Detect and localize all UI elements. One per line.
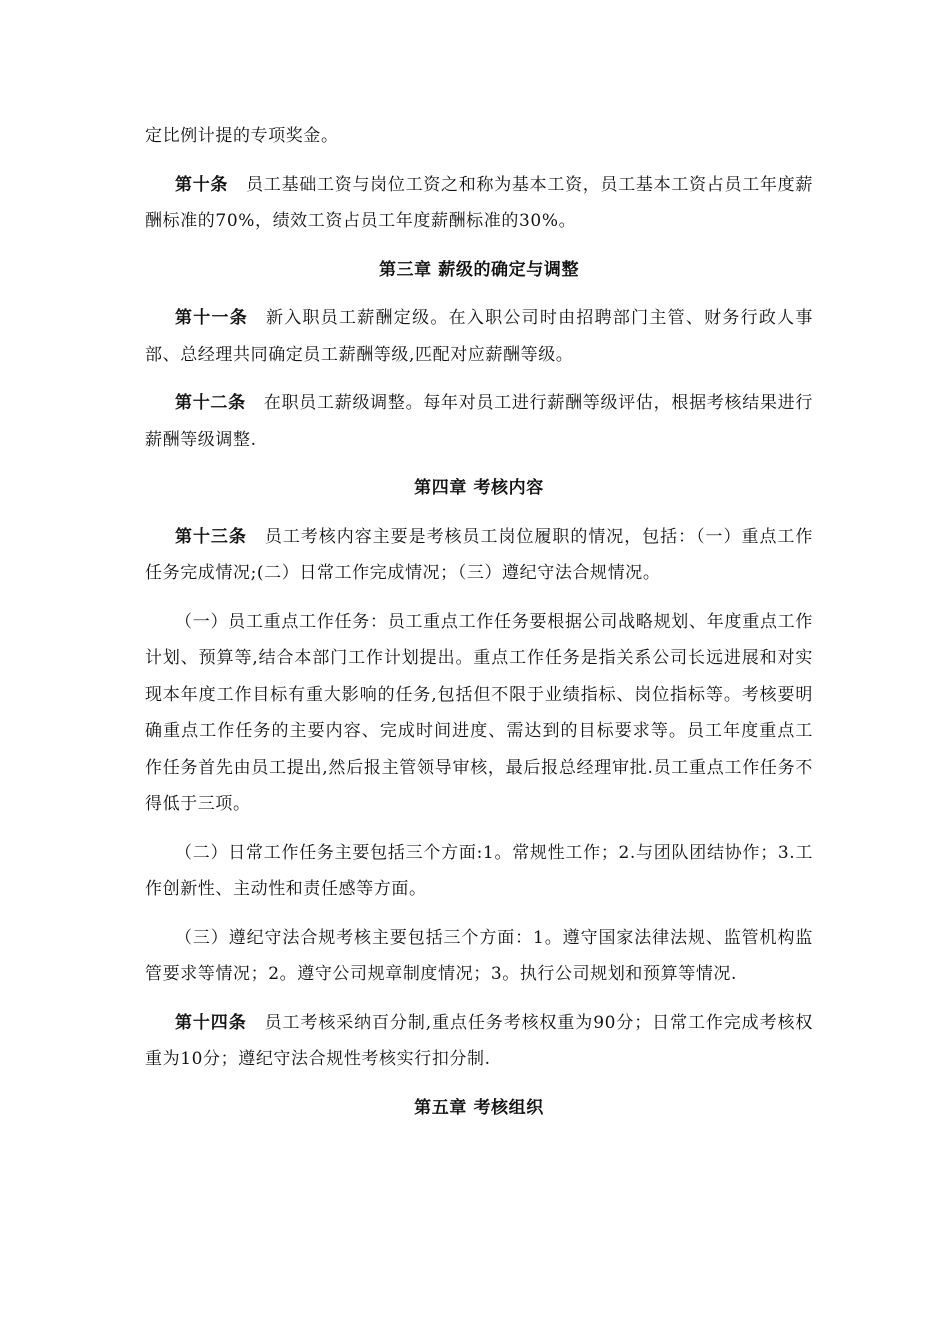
chapter-4-heading: 第四章 考核内容 [414, 478, 544, 498]
article-14 [145, 1005, 813, 1078]
article-13-label: 第十三条 [175, 526, 247, 547]
article-11 [145, 300, 813, 373]
paragraph-continuation: 定比例计提的专项奖金。 [145, 126, 339, 146]
document-page [145, 118, 813, 1126]
article-11-text: 新入职员工薪酬定级。在入职公司时由招聘部门主管、财务行政人事部、总经理共同确定员工薪酬等级,匹配对应薪酬等级。 [145, 308, 814, 365]
article-14-text: 员工考核采纳百分制,重点任务考核权重为90分；日常工作完成考核权重为10分；遵纪守法合规性考核实行扣分制. [145, 1012, 813, 1069]
article-14-label: 第十四条 [175, 1012, 247, 1033]
article-10-text: 员工基础工资与岗位工资之和称为基本工资，员工基本工资占员工年度薪酬标准的70%，绩效工资占员工年度薪酬标准的30%。 [145, 174, 813, 231]
article-10 [145, 167, 813, 240]
article-13-text: 员工考核内容主要是考核员工岗位履职的情况，包括：（一）重点工作任务完成情况;(二）日常工作完成情况；（三）遵纪守法合规情况。 [145, 526, 813, 583]
article-12-text: 在职员工薪级调整。每年对员工进行薪酬等级评估，根据考核结果进行薪酬等级调整. [145, 393, 813, 450]
article-13 [145, 519, 813, 592]
item-1-key-tasks: （一）员工重点工作任务：员工重点工作任务要根据公司战略规划、年度重点工作计划、预算等,结合本部门工作计划提出。重点工作任务是指关系公司长远进展和对实现本年度工作目标有重大影响的任务,包括但不限于业绩指标、岗位指标等。考核要明确重点工作任务的主要内容、完成时间进度、需达到的目标要求等。员工年度重点工作任务首先由员工提出,然后报主管领导审核，最后报总经理审批.员工重点工作任务不得低于三项。 [145, 611, 813, 814]
chapter-5-heading: 第五章 考核组织 [414, 1097, 544, 1118]
article-11-label: 第十一条 [175, 308, 249, 328]
chapter-3-heading: 第三章 薪级的确定与调整 [378, 259, 580, 280]
article-12 [145, 385, 813, 458]
item-2-daily-tasks: （二）日常工作任务主要包括三个方面:1。常规性工作；2.与团队团结协作；3.工作创新性、主动性和责任感等方面。 [145, 842, 813, 899]
article-10-label: 第十条 [175, 174, 229, 195]
item-3-compliance: （三）遵纪守法合规考核主要包括三个方面：1。遵守国家法律法规、监管机构监管要求等情况；2。遵守公司规章制度情况；3。执行公司规划和预算等情况. [145, 927, 813, 984]
article-12-label: 第十二条 [175, 393, 246, 413]
